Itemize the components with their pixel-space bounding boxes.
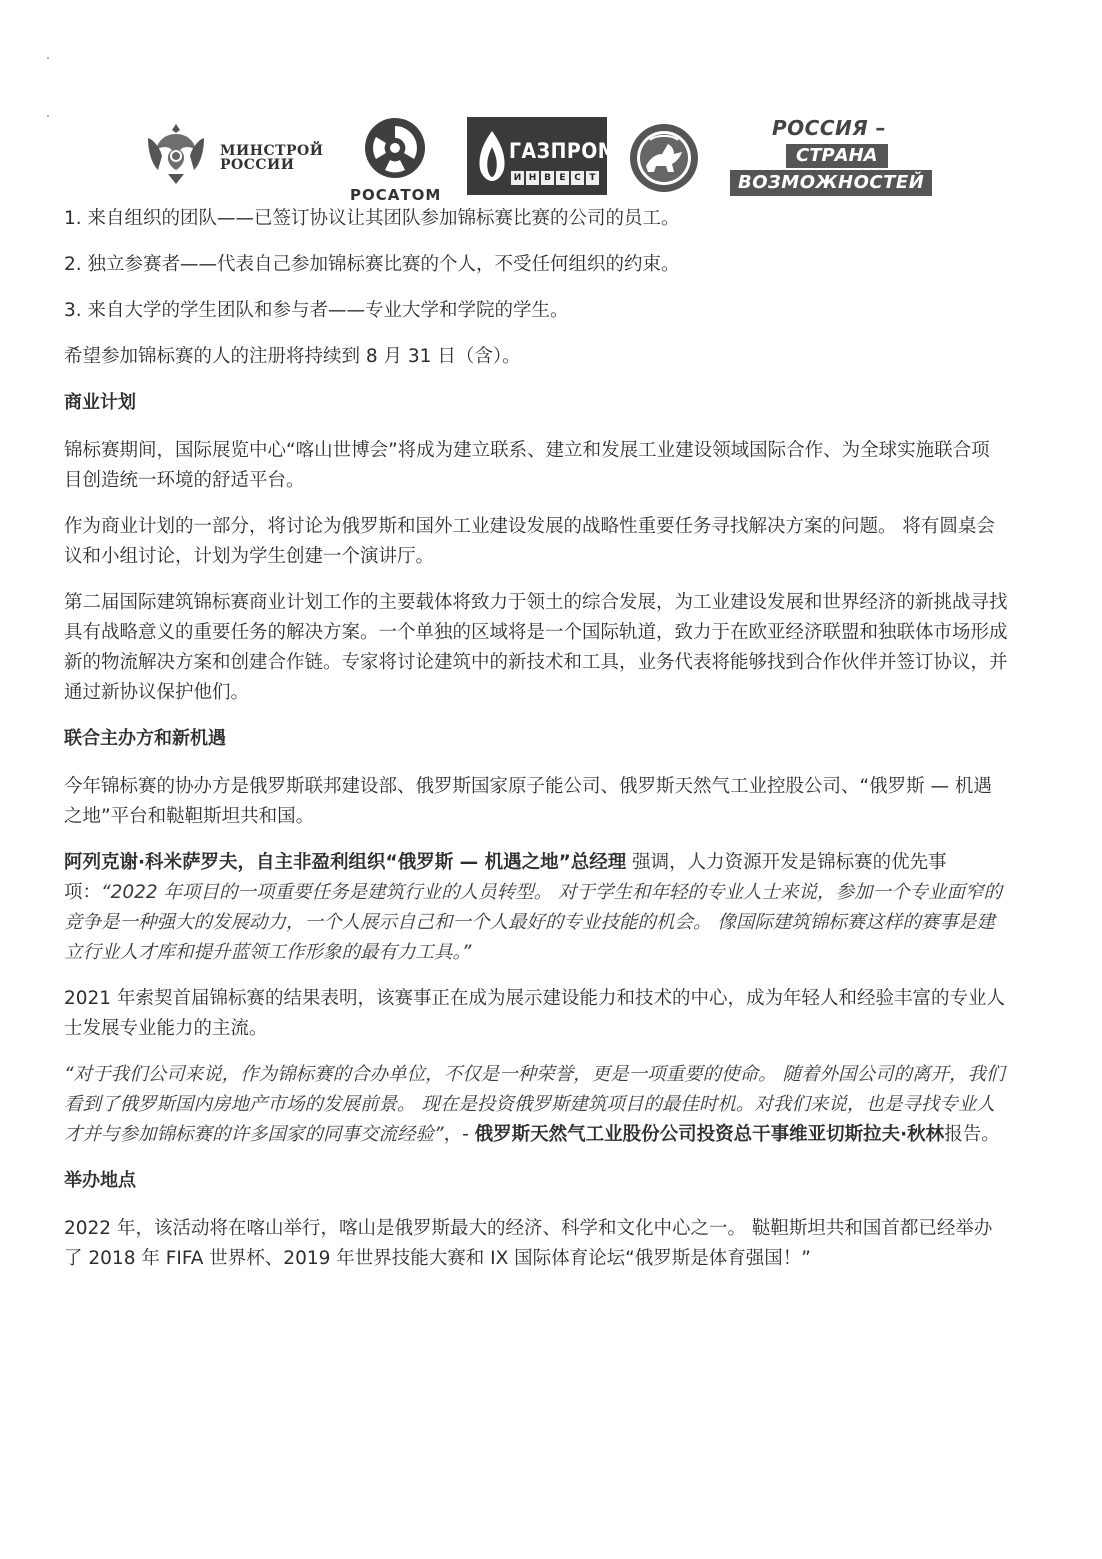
- logo-strip: [140, 112, 940, 204]
- russia-line1: РОССИЯ –: [772, 116, 887, 140]
- gazprom-text: ГАЗПРОМ: [509, 139, 618, 163]
- russia-land-of-opportunity-logo: [728, 116, 938, 202]
- section-heading-venue: 举办地点: [64, 1170, 136, 1191]
- russian-eagle-emblem-icon: [140, 118, 212, 190]
- scan-speck: [47, 115, 49, 117]
- tyurin-paragraph: [64, 1060, 1008, 1150]
- gazprom-invest-logo: [467, 117, 618, 195]
- speaker-name: 阿列克谢·科米萨罗夫，自主非盈利组织“俄罗斯 — 机遇之地”总经理: [64, 852, 627, 873]
- gazprom-sub-boxes: И Н В Е С Т: [511, 171, 599, 185]
- paragraph-text: 强调，人力资源开发是锦标赛的优先事项：: [64, 852, 947, 903]
- paragraph: 作为商业计划的一部分，将讨论为俄罗斯和国外工业建设发展的战略性重要任务寻找解决方案的问题。 将有圆桌会议和小组讨论，计划为学生创建一个演讲厅。: [64, 516, 995, 567]
- tatarstan-emblem: [628, 122, 700, 194]
- paragraph-text: 报告。: [944, 1124, 1000, 1145]
- komissarov-paragraph: [64, 848, 1008, 968]
- registration-note: 希望参加锦标赛的人的注册将持续到 8 月 31 日（含）。: [64, 346, 521, 367]
- paragraph: 锦标赛期间，国际展览中心“喀山世博会”将成为建立联系、建立和发展工业建设领域国际合作、为全球实施联合项目创造统一环境的舒适平台。: [64, 440, 990, 491]
- paragraph: 第二届国际建筑锦标赛商业计划工作的主要载体将致力于领土的综合发展，为工业建设发展和世界经济的新挑战寻找具有战略意义的重要任务的解决方案。一个单独的区域将是一个国际轨道，致力于在欧亚经济联盟和独联体市场形成新的物流解决方案和创建合作链。专家将讨论建筑中的新技术和工具，业务代表将能够找到合作伙伴并签订协议，并通过新协议保护他们。: [64, 592, 1008, 703]
- tatarstan-emblem-icon: [628, 122, 700, 194]
- quote-dash: ，-: [443, 1124, 475, 1145]
- minstroy-line2: РОССИИ: [220, 157, 295, 173]
- paragraph: 2021 年索契首届锦标赛的结果表明，该赛事正在成为展示建设能力和技术的中心，成为年轻人和经验丰富的专业人士发展专业能力的主流。: [64, 988, 1005, 1039]
- minstroy-line1: МИНСТРОЙ: [220, 143, 324, 159]
- paragraph: 今年锦标赛的协办方是俄罗斯联邦建设部、俄罗斯国家原子能公司、俄罗斯天然气工业控股公司、“俄罗斯 — 机遇之地”平台和鞑靼斯坦共和国。: [64, 776, 992, 827]
- gazprom-flame-icon: [475, 129, 509, 185]
- document-body: [64, 204, 1008, 1290]
- rosatom-logo: [350, 112, 440, 204]
- scan-speck: [47, 57, 49, 59]
- russia-line2: СТРАНА: [786, 144, 888, 168]
- section-heading-coorganizers: 联合主办方和新机遇: [64, 728, 226, 749]
- rosatom-atom-icon: [350, 112, 440, 186]
- quote-text: “2022 年项目的一项重要任务是建筑行业的人员转型。 对于学生和年轻的专业人士来说，参加一个专业面窄的竞争是一种强大的发展动力，一个人展示自己和一个人最好的专业技能的机会。 像国际建筑锦标赛这样的赛事是建立行业人才库和提升蓝领工作形象的最有力工具。”: [64, 882, 1002, 963]
- russia-line3: ВОЗМОЖНОСТЕЙ: [730, 170, 932, 196]
- list-item: 1. 来自组织的团队——已签订协议让其团队参加锦标赛比赛的公司的员工。: [64, 208, 680, 229]
- quote-text: “对于我们公司来说，作为锦标赛的合办单位，不仅是一种荣誉，更是一项重要的使命。 随着外国公司的离开，我们看到了俄罗斯国内房地产市场的发展前景。 现在是投资俄罗斯建筑项目的最佳时机。对我们来说，也是寻找专业人才并与参加锦标赛的许多国家的同事交流经验”: [64, 1064, 1005, 1145]
- section-heading-business: 商业计划: [64, 392, 136, 413]
- list-item: 2. 独立参赛者——代表自己参加锦标赛比赛的个人，不受任何组织的约束。: [64, 254, 680, 275]
- minstroy-logo: [140, 118, 330, 190]
- paragraph: 2022 年，该活动将在喀山举行，喀山是俄罗斯最大的经济、科学和文化中心之一。 鞑靼斯坦共和国首都已经举办了 2018 年 FIFA 世界杯、2019 年世界技能大赛和 IX 国际体育论坛“俄罗斯是体育强国！”: [64, 1218, 993, 1269]
- list-item: 3. 来自大学的学生团队和参与者——专业大学和学院的学生。: [64, 300, 569, 321]
- speaker-name: 俄罗斯天然气工业股份公司投资总干事维亚切斯拉夫·秋林: [474, 1124, 945, 1145]
- rosatom-text: РОСАТОМ: [350, 186, 442, 204]
